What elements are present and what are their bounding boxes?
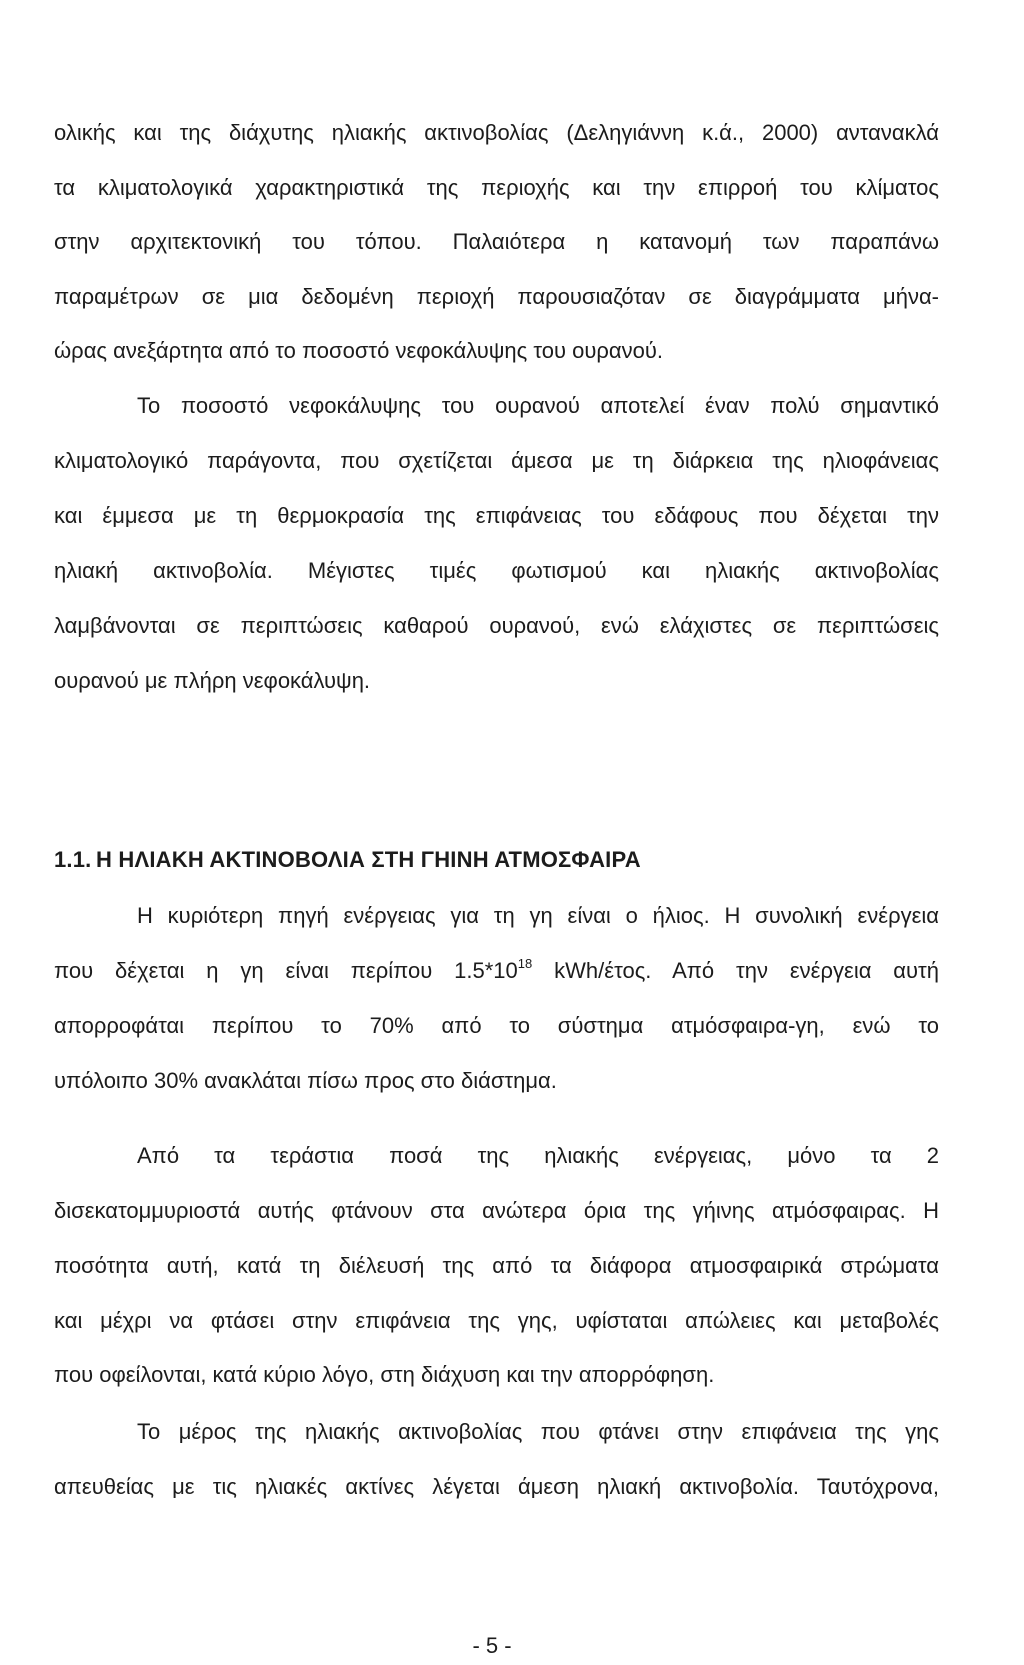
- text-line: ηλιακή ακτινοβολία. Μέγιστες τιμές φωτισμού και ηλιακής ακτινοβολίας: [54, 558, 939, 583]
- text-line: τα κλιματολογικά χαρακτηριστικά της περιοχής και την επιρροή του κλίματος: [54, 175, 939, 200]
- text-line: απευθείας με τις ηλιακές ακτίνες λέγεται άμεση ηλιακή ακτινοβολία. Ταυτόχρονα,: [54, 1474, 939, 1499]
- page-number: - 5 -: [472, 1633, 512, 1658]
- text-line: ουρανού με πλήρη νεφοκάλυψη.: [54, 668, 371, 693]
- section-number: 1.1.: [54, 847, 92, 872]
- text-line: Η κυριότερη πηγή ενέργειας για τη γη είναι ο ήλιος. Η συνολική ενέργεια: [137, 903, 939, 928]
- text-line: παραμέτρων σε μια δεδομένη περιοχή παρουσιαζόταν σε διαγράμματα μήνα-: [54, 284, 939, 309]
- text-line-with-superscript: [54, 957, 939, 985]
- text-line: και έμμεσα με τη θερμοκρασία της επιφάνειας του εδάφους που δέχεται την: [54, 503, 939, 528]
- text-line: και μέχρι να φτάσει στην επιφάνεια της γης, υφίσταται απώλειες και μεταβολές: [54, 1308, 939, 1333]
- text-line: ποσότητα αυτή, κατά τη διέλευσή της από τα διάφορα ατμοσφαιρικά στρώματα: [54, 1253, 939, 1278]
- text-line: Το ποσοστό νεφοκάλυψης του ουρανού αποτελεί έναν πολύ σημαντικό: [137, 393, 939, 418]
- text-line: Το μέρος της ηλιακής ακτινοβολίας που φτάνει στην επιφάνεια της γης: [137, 1419, 939, 1444]
- section-heading: [54, 846, 641, 874]
- text-line: ολικής και της διάχυτης ηλιακής ακτινοβολίας (Δεληγιάννη κ.ά., 2000) αντανακλά: [54, 120, 939, 145]
- section-title: Η ΗΛΙΑΚΗ ΑΚΤΙΝΟΒΟΛΙΑ ΣΤΗ ΓΗΙΝΗ ΑΤΜΟΣΦΑΙΡΑ: [96, 847, 641, 872]
- text-line: λαμβάνονται σε περιπτώσεις καθαρού ουρανού, ενώ ελάχιστες σε περιπτώσεις: [54, 613, 939, 638]
- superscript-exponent: 18: [517, 957, 533, 971]
- text-line: που οφείλονται, κατά κύριο λόγο, στη διάχυση και την απορρόφηση.: [54, 1362, 715, 1387]
- text-line: στην αρχιτεκτονική του τόπου. Παλαιότερα η κατανομή των παραπάνω: [54, 229, 939, 254]
- text-segment: που δέχεται η γη είναι περίπου 1.5*10: [54, 958, 518, 983]
- text-line: ώρας ανεξάρτητα από το ποσοστό νεφοκάλυψης του ουρανού.: [54, 338, 664, 363]
- text-line: κλιματολογικό παράγοντα, που σχετίζεται άμεσα με τη διάρκεια της ηλιοφάνειας: [54, 448, 939, 473]
- text-line: δισεκατομμυριοστά αυτής φτάνουν στα ανώτερα όρια της γήινης ατμόσφαιρας. Η: [54, 1198, 939, 1223]
- text-line: Από τα τεράστια ποσά της ηλιακής ενέργειας, μόνο τα 2: [137, 1143, 939, 1168]
- text-line: απορροφάται περίπου το 70% από το σύστημα ατμόσφαιρα-γη, ενώ το: [54, 1013, 939, 1038]
- text-segment: kWh/έτος. Από την ενέργεια αυτή: [532, 958, 939, 983]
- text-line: υπόλοιπο 30% ανακλάται πίσω προς στο διάστημα.: [54, 1068, 557, 1093]
